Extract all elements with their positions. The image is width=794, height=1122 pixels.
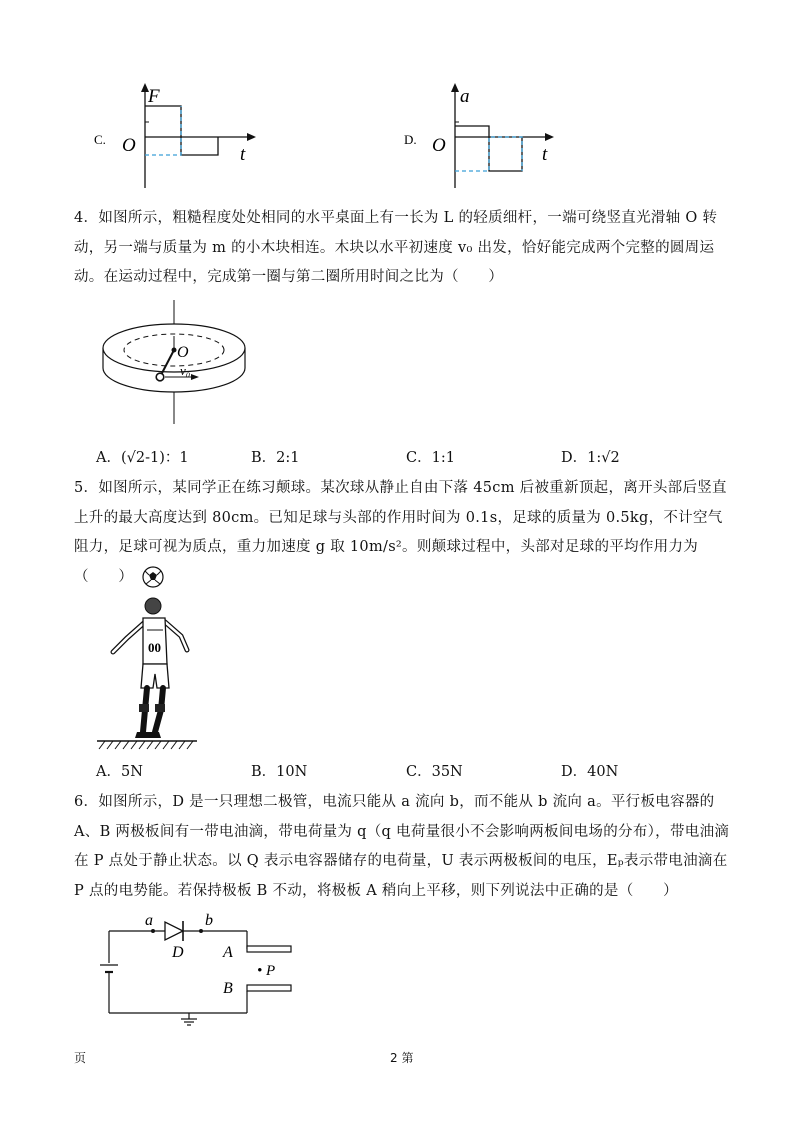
question-5-figure-header-ball — [95, 560, 205, 752]
diode-label: D — [172, 944, 184, 961]
graph-d-origin: O — [432, 135, 446, 156]
q5-option-c[interactable]: C．35N — [406, 764, 463, 780]
capacitor-plate-a — [247, 946, 291, 952]
question-4-options — [96, 446, 716, 467]
question-4-figure — [95, 296, 255, 428]
graph-option-d — [400, 78, 600, 196]
question-6-circuit-figure — [95, 905, 305, 1030]
question-5-text: 5．如图所示，某同学正在练习颠球。某次球从静止自由下落 45cm 后被重新顶起，离开头部后竖直上升的最大高度达到 80cm。已知足球与头部的作用时间为 0.1s，足球的质量为 0.5kg，不计空气阻力，足球可视为质点，重力加速度 g 取 10m/s²。则颠球过程中，头部对足球的平均作用力为（ ） — [74, 480, 727, 585]
q4-option-c[interactable]: C．1:1 — [406, 450, 455, 466]
jersey-number: 00 — [148, 640, 161, 655]
question-4-text: 4．如图所示，粗糙程度处处相同的水平桌面上有一长为 L 的轻质细杆，一端可绕竖直光滑轴 O 转动，另一端与质量为 m 的小木块相连。木块以水平初速度 v₀ 出发，恰好能完成两个完整的圆周运动。在运动过程中，完成第一圈与第二圈所用时间之比为（ ） — [74, 210, 718, 285]
graph-option-c — [90, 78, 290, 196]
graph-d-x-label: t — [542, 144, 548, 165]
question-5-options — [96, 760, 716, 781]
q4-option-d[interactable]: D．1:√2 — [561, 450, 620, 466]
figure-axis-o-label: O — [177, 344, 189, 361]
diode-icon — [165, 922, 183, 940]
graph-c-y-label: F — [148, 86, 160, 107]
q4-option-a[interactable]: A．(√2-1)：1 — [96, 450, 189, 466]
terminal-b-label: b — [205, 912, 213, 929]
footer-page-number: 2 第 — [390, 1051, 414, 1065]
plate-a-label: A — [223, 944, 233, 961]
point-p-label: • P — [257, 963, 276, 979]
graph-d-y-label: a — [460, 86, 470, 107]
plate-b-label: B — [223, 980, 233, 997]
terminal-a-label: a — [145, 912, 153, 929]
option-c-label: C. — [94, 132, 106, 147]
question-6-text: 6．如图所示，D 是一只理想二极管，电流只能从 a 流向 b，而不能从 b 流向 a。平行板电容器的 A、B 两极板间有一带电油滴，带电荷量为 q（q 电荷量很小不会影响两板间电场的分布），带电油滴在 P 点处于静止状态。以 Q 表示电容器储存的电荷量，U 表示两极板间的电压，Eₚ表示带电油滴在 P 点的电势能。若保持极板 B 不动，将极板 A 稍向上平移，则下列说法中正确的是（ ） — [74, 794, 730, 899]
graph-c-x-label: t — [240, 144, 246, 165]
q4-option-b[interactable]: B．2:1 — [251, 450, 300, 466]
q5-option-b[interactable]: B．10N — [251, 764, 308, 780]
graph-c-origin: O — [122, 135, 136, 156]
q5-option-a[interactable]: A．5N — [96, 764, 143, 780]
option-d-label: D. — [404, 132, 417, 147]
q5-option-d[interactable]: D．40N — [561, 764, 619, 780]
figure-velocity-label: v₀ — [180, 363, 191, 378]
capacitor-plate-b — [247, 985, 291, 991]
footer-left: 页 — [74, 1051, 87, 1065]
